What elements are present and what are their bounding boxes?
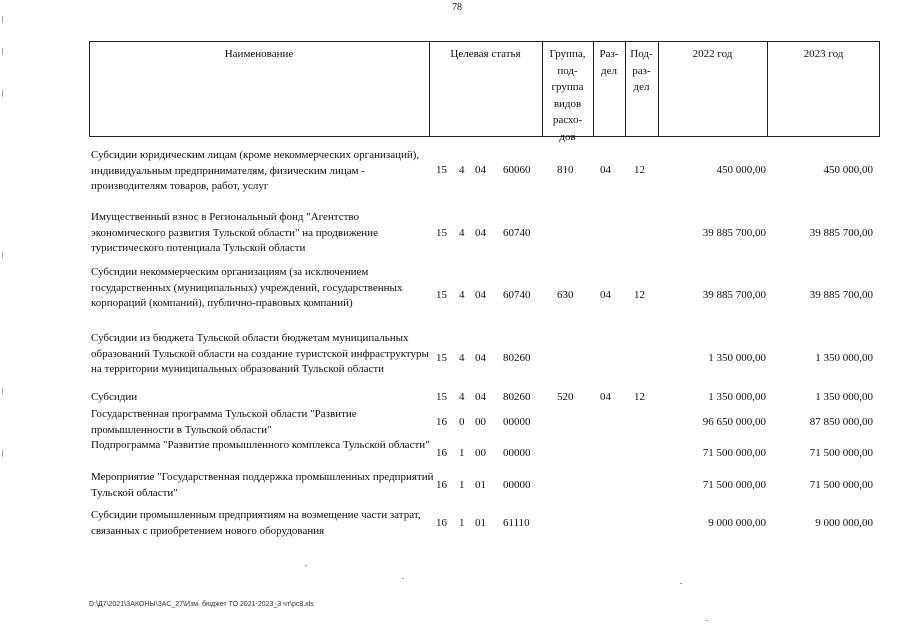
row-amount-y2022: 96 650 000,00 [702, 416, 766, 428]
margin-mark [2, 90, 3, 97]
row-name: Имущественный взнос в Региональный фонд "Агентство экономического развития Тульской области" на продвижение туристического потенциала Тульской области [91, 211, 378, 254]
row-c4: 61110 [503, 517, 530, 529]
row-c2: 4 [459, 289, 465, 301]
row-amount-y2022: 39 885 700,00 [702, 227, 766, 239]
row-subsection: 12 [634, 164, 645, 176]
row-c2: 4 [459, 391, 465, 403]
row-c2: 4 [459, 164, 465, 176]
row-c3: 04 [475, 352, 486, 364]
row-name: Субсидии юридическим лицам (кроме некоммерческих организаций), индивидуальным предпринимателям, физическим лицам - производителям товаров, работ, услуг [91, 149, 420, 192]
row-subsection: 12 [634, 289, 645, 301]
scan-dot [680, 583, 682, 584]
row-amount-y2023: 39 885 700,00 [809, 227, 873, 239]
row-section: 04 [600, 391, 611, 403]
row-c4: 80260 [503, 352, 531, 364]
margin-mark [2, 388, 3, 395]
row-c2: 1 [459, 447, 465, 459]
row-c2: 1 [459, 517, 465, 529]
row-amount-y2022: 9 000 000,00 [708, 517, 766, 529]
row-c1: 16 [436, 416, 447, 428]
row-c1: 16 [436, 517, 447, 529]
row-c2: 1 [459, 479, 465, 491]
row-c2: 4 [459, 227, 465, 239]
header-subsection: Под- раз- дел [630, 48, 653, 93]
row-c4: 00000 [503, 447, 531, 459]
page-number: 78 [452, 2, 462, 13]
row-c1: 15 [436, 391, 447, 403]
row-c1: 15 [436, 164, 447, 176]
row-section: 04 [600, 289, 611, 301]
header-section: Раз- дел [599, 48, 619, 77]
row-c3: 01 [475, 479, 486, 491]
header-name: Наименование [224, 48, 294, 60]
row-c1: 16 [436, 479, 447, 491]
row-c1: 15 [436, 227, 447, 239]
row-amount-y2023: 71 500 000,00 [809, 479, 873, 491]
header-group: Группа, под- группа видов расхо- дов [549, 48, 586, 143]
margin-mark [2, 252, 3, 259]
row-c3: 04 [475, 227, 486, 239]
row-amount-y2023: 71 500 000,00 [809, 447, 873, 459]
row-amount-y2023: 87 850 000,00 [809, 416, 873, 428]
margin-mark [2, 48, 3, 55]
header-target-article: Целевая статья [450, 48, 521, 60]
row-c1: 15 [436, 289, 447, 301]
row-c3: 04 [475, 391, 486, 403]
row-group: 630 [557, 289, 574, 301]
row-group: 520 [557, 391, 574, 403]
row-amount-y2022: 39 885 700,00 [702, 289, 766, 301]
row-c4: 80260 [503, 391, 531, 403]
scan-dot [706, 620, 708, 621]
file-path-footer: D:\Д7\2021\ЗАКОНЫ\ЗАС_27\Изм. бюджет ТО 2021-2023_3 чт\рс8.xls [89, 601, 314, 608]
scan-dot [305, 565, 307, 566]
row-amount-y2022: 71 500 000,00 [702, 479, 766, 491]
row-c2: 4 [459, 352, 465, 364]
margin-mark [2, 16, 3, 23]
row-amount-y2022: 1 350 000,00 [708, 391, 766, 403]
row-c3: 04 [475, 289, 486, 301]
row-c4: 60060 [503, 164, 531, 176]
row-name: Субсидии некоммерческим организациям (за исключением государственных (муниципальных) учреждений, государственных корпораций (компаний), публично-правовых компаний) [91, 266, 403, 309]
header-year-2023: 2023 год [803, 48, 844, 60]
row-c1: 16 [436, 447, 447, 459]
row-amount-y2022: 71 500 000,00 [702, 447, 766, 459]
row-c4: 00000 [503, 416, 531, 428]
row-name: Подпрограмма "Развитие промышленного комплекса Тульской области" [91, 439, 430, 451]
row-name: Субсидии промышленным предприятиям на возмещение части затрат, связанных с приобретением нового оборудования [91, 509, 421, 537]
row-name: Государственная программа Тульской области "Развитие промышленности в Тульской области" [91, 408, 357, 436]
row-name: Субсидии из бюджета Тульской области бюджетам муниципальных образований Тульской области на создание туристской инфраструктуры на территории муниципальных образований Тульской области [91, 332, 429, 375]
row-amount-y2023: 39 885 700,00 [809, 289, 873, 301]
row-amount-y2022: 1 350 000,00 [708, 352, 766, 364]
row-amount-y2023: 1 350 000,00 [815, 391, 873, 403]
row-c3: 00 [475, 447, 486, 459]
row-c4: 00000 [503, 479, 531, 491]
row-amount-y2023: 9 000 000,00 [815, 517, 873, 529]
row-name: Субсидии [91, 391, 138, 403]
row-c4: 60740 [503, 289, 531, 301]
row-section: 04 [600, 164, 611, 176]
row-amount-y2022: 450 000,00 [716, 164, 766, 176]
row-amount-y2023: 1 350 000,00 [815, 352, 873, 364]
row-name: Мероприятие "Государственная поддержка промышленных предприятий Тульской области" [91, 471, 434, 499]
scan-dot [402, 578, 404, 579]
row-c3: 01 [475, 517, 486, 529]
row-c1: 15 [436, 352, 447, 364]
row-group: 810 [557, 164, 574, 176]
row-c4: 60740 [503, 227, 531, 239]
row-c3: 04 [475, 164, 486, 176]
row-subsection: 12 [634, 391, 645, 403]
header-year-2022: 2022 год [692, 48, 733, 60]
row-amount-y2023: 450 000,00 [823, 164, 873, 176]
row-c3: 00 [475, 416, 486, 428]
row-c2: 0 [459, 416, 465, 428]
margin-mark [2, 450, 3, 457]
